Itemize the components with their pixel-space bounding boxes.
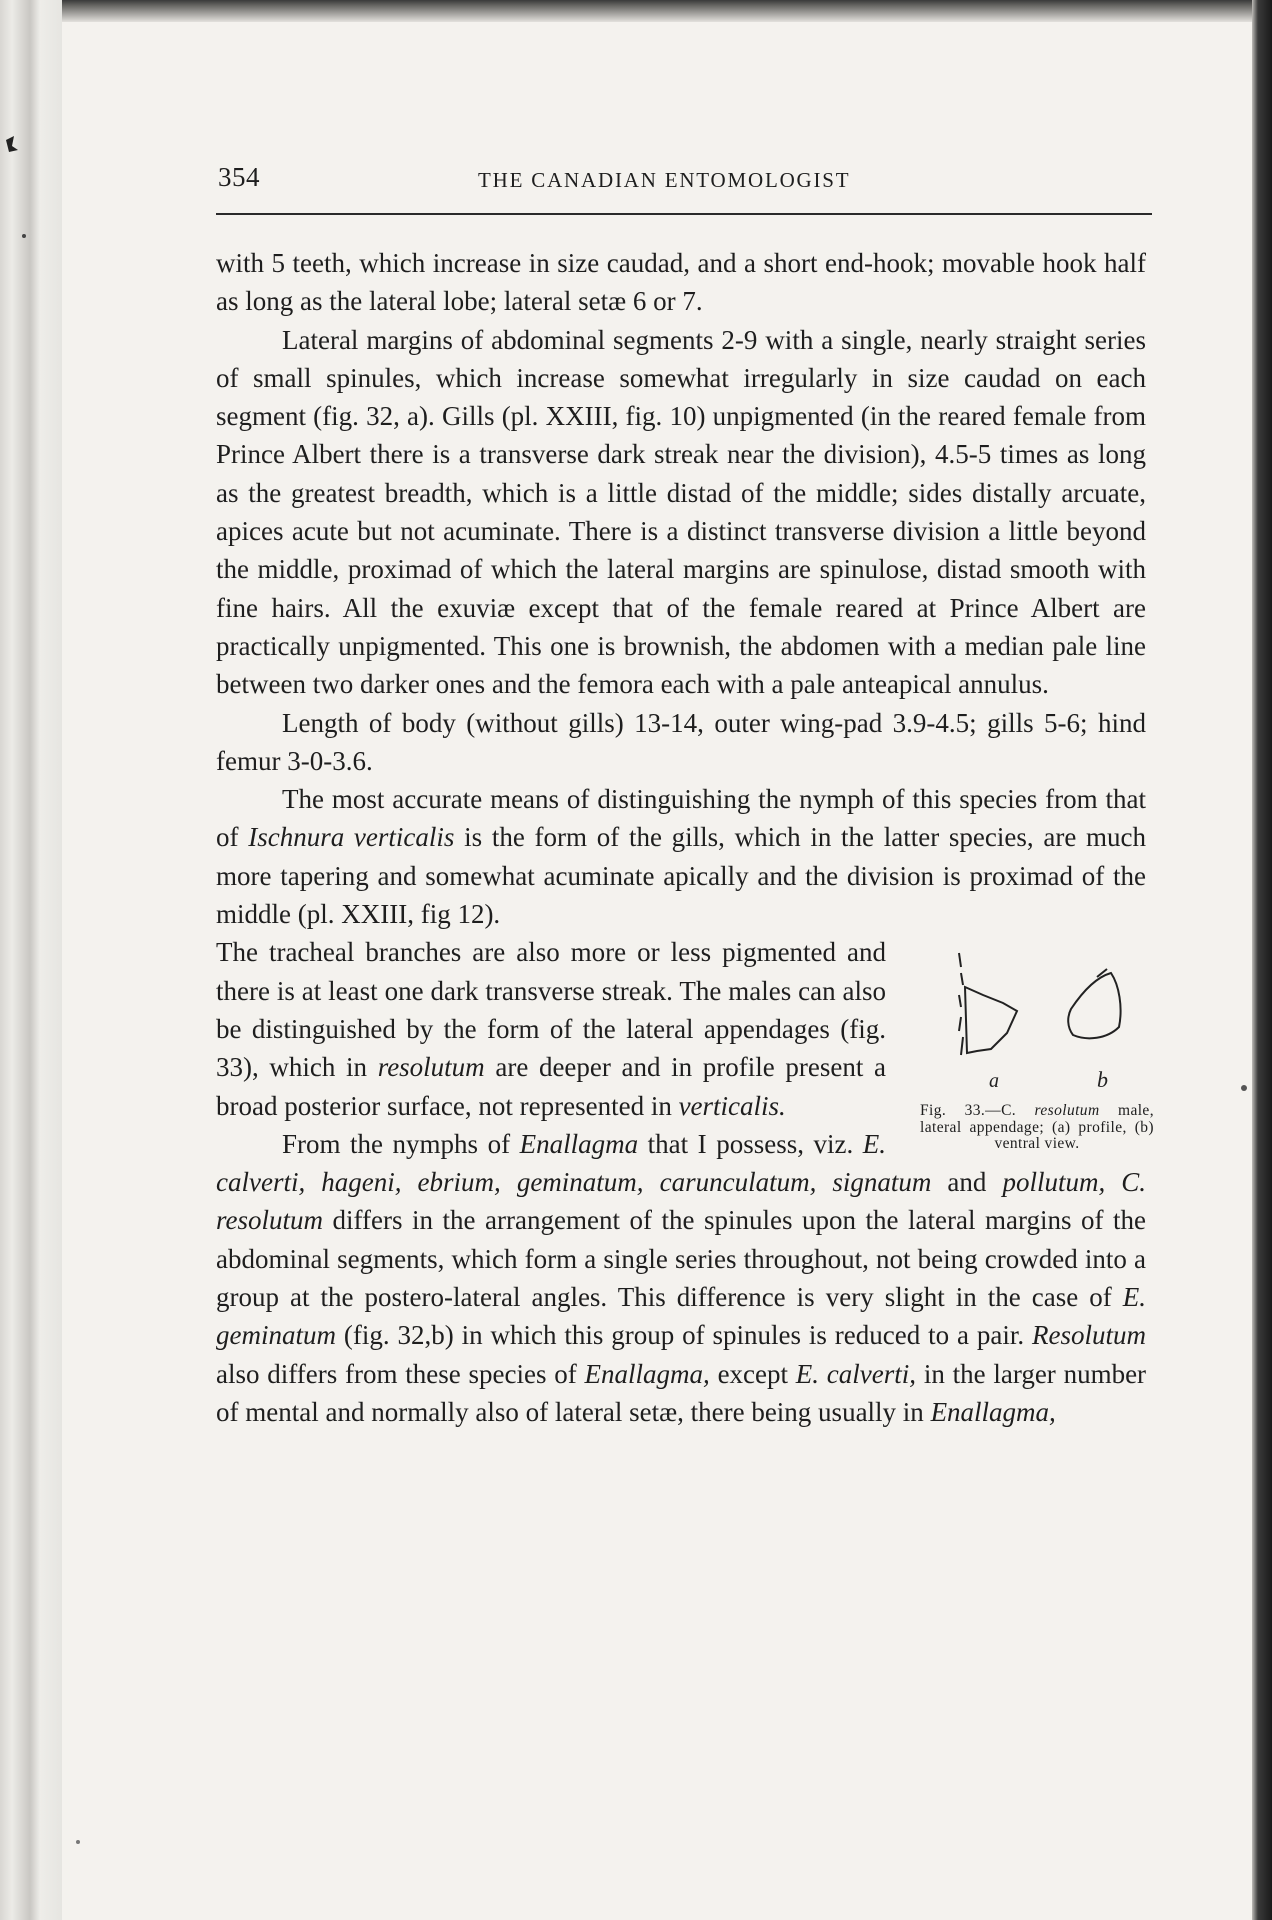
figure-33 (912, 937, 1160, 1153)
paragraph-5-text: and (947, 1167, 987, 1198)
italic-term: E. calverti, (795, 1358, 917, 1389)
paragraph-5-text: (fig. 32,b) in which this group of spinules is reduced to a pair. (343, 1320, 1025, 1351)
italic-term: pollutum, C. resolutum (216, 1167, 1147, 1236)
page-header (218, 162, 1146, 204)
paragraph-4-text: The tracheal branches are also more or less pigmented and there is at least one dark transverse streak. The males can also be distinguished by the form of the lateral appendages (fig. 33), which in (216, 937, 886, 1083)
paragraph-5-text: also differs from these species of (216, 1358, 577, 1389)
appendage-profile-setae (959, 953, 963, 1055)
page-number: 354 (218, 162, 260, 192)
paragraph-3: Length of body (without gills) 13-14, outer wing-pad 3.9-4.5; gills 5-6; hind femur 3-0-3.6. (216, 707, 1146, 776)
paragraph-5-text: except (717, 1358, 789, 1389)
figure-caption (912, 1097, 1160, 1153)
paragraph-2: Lateral margins of abdominal segments 2-9 with a single, nearly straight series of small spinules, which increase somewhat irregularly in size caudad on each segment (fig. 32, a). Gills (pl. XXIII, fig. 10) unpigmented (in the reared female from Prince Albert there is a transverse dark streak near the division), 4.5-5 times as long as the greatest breadth, which is a little distad of the middle; sides distally arcuate, apices acute but not acuminate. There is a distinct transverse division a little beyond the middle, proximad of which the lateral margins are spinulose, distad smooth with fine hairs. All the exuviæ except that of the female reared at Prince Albert are practically unpigmented. This one is brownish, the abdomen with a median pale line between two darker ones and the femora each with a pale anteapical annulus. (216, 324, 1146, 700)
figure-label-a: a (989, 1070, 999, 1093)
italic-term: E. geminatum (216, 1282, 1147, 1351)
paragraph-4-text: is the form of the gills, which in the latter species, are much more tapering and somewhat acuminate apically and the division is proximad of the middle (pl. XXIII, fig 12). (216, 822, 1147, 930)
scan-speck (6, 136, 18, 152)
paragraph-5-text: From the nymphs of (282, 1128, 511, 1159)
paragraph-4-text: are deeper and in profile present a broad posterior surface, not represented in (216, 1052, 887, 1121)
scan-speck (76, 1840, 80, 1844)
running-head: THE CANADIAN ENTOMOLOGIST (478, 168, 851, 192)
scan-speck (22, 234, 26, 238)
species-name: resolutum (377, 1052, 485, 1083)
paragraph-5-text: in the larger number of mental and normally also of lateral setæ, there being usually in (216, 1358, 1147, 1427)
paragraph-5 (216, 1125, 1146, 1431)
species-name: verticalis. (678, 1090, 786, 1121)
scan-speck (1241, 1085, 1247, 1091)
caption-prefix: Fig. 33.—C. (920, 1102, 1017, 1120)
paragraph-4 (216, 780, 1146, 933)
italic-term: E. calverti, hageni, ebrium, geminatum, carunculatum, signatum (216, 1128, 932, 1198)
appendage-profile-outline (965, 987, 1017, 1053)
appendage-ventral-outline (1068, 973, 1120, 1038)
header-rule (216, 213, 1152, 215)
italic-term: Enallagma (519, 1128, 639, 1159)
caption-species: resolutum (1034, 1102, 1100, 1120)
paragraph-5-text: differs in the arrangement of the spinules upon the lateral margins of the abdominal segments, which form a single series throughout, not being crowded into a group at the postero-lateral angles. This difference is very slight in the case of (216, 1205, 1147, 1313)
italic-term: Enallagma, (584, 1358, 710, 1389)
italic-term: Enallagma, (930, 1396, 1056, 1427)
paragraph-1: with 5 teeth, which increase in size caudad, and a short end-hook; movable hook half as long as the lateral lobe; lateral setæ 6 or 7. (216, 248, 1146, 317)
figure-33-drawing (921, 937, 1151, 1097)
figure-label-b: b (1097, 1067, 1108, 1093)
body-text (216, 244, 1154, 1431)
paragraph-4-text: The most accurate means of distinguishing the nymph of this species from that of (216, 784, 1146, 853)
caption-rest: male, lateral appendage; (a) profile, (b) ventral view. (920, 1102, 1154, 1153)
paragraph-5-text: that I possess, viz. (647, 1128, 854, 1159)
species-name: Ischnura verticalis (248, 822, 455, 853)
italic-term: Resolutum (1032, 1320, 1147, 1351)
